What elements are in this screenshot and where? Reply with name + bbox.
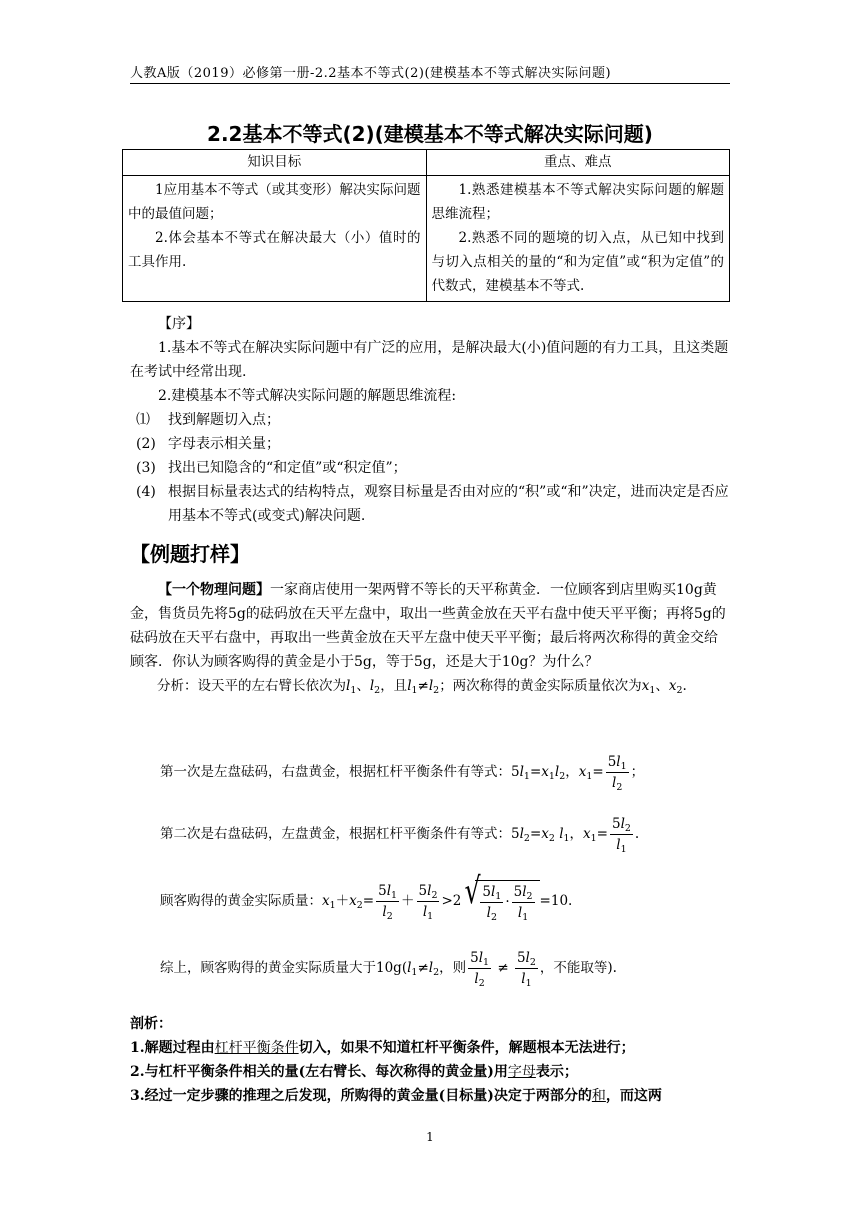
preface-paragraph-2: 2.建模基本不等式解决实际问题的解题思维流程: bbox=[158, 388, 457, 404]
step-text: 根据目标量表达式的结构特点，观察目标量是否由对应的“积”或“和”决定，进而决定是否应用基本不等式(或变式)解决问题. bbox=[168, 484, 729, 524]
examples-heading: 【例题打样】 bbox=[130, 542, 250, 566]
fraction: $\frac{5l_2}{l_1}$ bbox=[611, 816, 631, 855]
fraction: $\frac{5l_2}{l_1}$ bbox=[418, 883, 438, 922]
dissection-item-3: 3.经过一定步骤的推理之后发现，所购得的黄金量(目标量)决定于两部分的和，而这两 bbox=[130, 1088, 662, 1104]
page-title: 2.2基本不等式(2)(建模基本不等式解决实际问题) bbox=[207, 122, 653, 146]
preface-step-1 bbox=[130, 408, 730, 432]
square-root: √ $\frac{5l_1}{l_2}$ · $\frac{5l_2}{l_1}$ bbox=[461, 880, 539, 923]
step-number: (2) bbox=[136, 436, 156, 452]
analysis-line-4: 综上，顾客购得的黄金实际质量大于$10g(l_1\ne l_2$，则 $\frac{5l_1}{l_2}$ ≠ $\frac{5l_2}{l_1}$ ，不能取等). bbox=[160, 950, 617, 989]
problem-text: 一家商店使用一架两臂不等长的天平称黄金．一位顾客到店里购买10g黄金，售货员先将5g的砝码放在天平左盘中，取出一些黄金放在天平右盘中使天平平衡；再将5g的砝码放在天平右盘中，再取出一些黄金放在天平左盘中使天平平衡；最后将两次称得的黄金交给顾客．你认为顾客购得的黄金是小于5g，等于5g，还是大于10g？为什么？ bbox=[130, 582, 726, 670]
running-header: 人教A版（2019）必修第一册-2.2基本不等式(2)(建模基本不等式解决实际问题) bbox=[130, 62, 730, 84]
dissection-section bbox=[130, 1012, 730, 1108]
analysis-line-3: 顾客购得的黄金实际质量：$x_1+x_2=$ $\frac{5l_1}{l_2}$ ＋ $\frac{5l_2}{l_1}$ >2 √ $\frac{5l_1}{l_2}$ · $\frac{5l_2}{l_1}$ =10. bbox=[160, 871, 573, 923]
goals-header-keypoints: 重点、难点 bbox=[426, 150, 730, 176]
analysis-intro: 分析：设天平的左右臂长依次为$l_1$、$l_2$，且$l_1\ne l_2$；两次称得的黄金实际质量依次为$x_1$、$x_2$. bbox=[157, 678, 687, 696]
preface-step-4 bbox=[130, 480, 730, 528]
fraction: $\frac{5l_2}{l_1}$ bbox=[516, 950, 536, 989]
analysis-line-1: 第一次是左盘砝码，右盘黄金，根据杠杆平衡条件有等式：$5l_1=x_1l_2$，$x_1=$ $\frac{5l_1}{l_2}$ ； bbox=[160, 754, 645, 793]
dissection-item-2: 2.与杠杆平衡条件相关的量(左右臂长、每次称得的黄金量)用字母表示； bbox=[130, 1064, 578, 1080]
physics-problem bbox=[130, 578, 730, 698]
dissection-item-1: 1.解题过程由杠杆平衡条件切入，如果不知道杠杆平衡条件，解题根本无法进行； bbox=[130, 1040, 635, 1056]
preface-step-2 bbox=[130, 432, 730, 456]
step-text: 找出已知隐含的“和定值”或“积定值”； bbox=[168, 460, 407, 476]
dissection-heading: 剖析： bbox=[130, 1016, 172, 1032]
problem-label: 【一个物理问题】 bbox=[158, 582, 270, 598]
keypoint-2: 2.熟悉不同的题境的切入点，从已知中找到与切入点相关的量的“和为定值”或“积为定值”的代数式，建模基本不等式. bbox=[431, 230, 724, 294]
step-number: (4) bbox=[136, 484, 156, 500]
step-number: ⑴ bbox=[136, 412, 150, 428]
page-number: 1 bbox=[426, 1130, 434, 1144]
knowledge-goal-1: 1应用基本不等式（或其变形）解决实际问题中的最值问题； bbox=[128, 182, 421, 222]
goals-cell-knowledge bbox=[123, 176, 427, 302]
fraction: $\frac{5l_1}{l_2}$ bbox=[607, 754, 627, 793]
step-text: 字母表示相关量； bbox=[168, 436, 280, 452]
fraction: $\frac{5l_1}{l_2}$ bbox=[378, 883, 398, 922]
fraction: $\frac{5l_1}{l_2}$ bbox=[470, 950, 490, 989]
analysis-line-2: 第二次是右盘砝码，左盘黄金，根据杠杆平衡条件有等式：$5l_2=x_2$ $l_1$，$x_1=$ $\frac{5l_2}{l_1}$ . bbox=[160, 816, 640, 855]
knowledge-goal-2: 2.体会基本不等式在解决最大（小）值时的工具作用. bbox=[128, 230, 421, 270]
preface-heading: 【序】 bbox=[158, 316, 200, 332]
step-number: (3) bbox=[136, 460, 156, 476]
goals-cell-keypoints bbox=[426, 176, 730, 302]
step-text: 找到解题切入点； bbox=[168, 412, 280, 428]
preface-paragraph-1: 1.基本不等式在解决实际问题中有广泛的应用，是解决最大(小)值问题的有力工具，且这类题在考试中经常出现. bbox=[130, 340, 729, 380]
preface-step-3 bbox=[130, 456, 730, 480]
goals-table bbox=[122, 149, 730, 302]
preface-section bbox=[130, 312, 730, 528]
keypoint-1: 1.熟悉建模基本不等式解决实际问题的解题思维流程； bbox=[431, 182, 724, 222]
goals-header-knowledge: 知识目标 bbox=[123, 150, 427, 176]
